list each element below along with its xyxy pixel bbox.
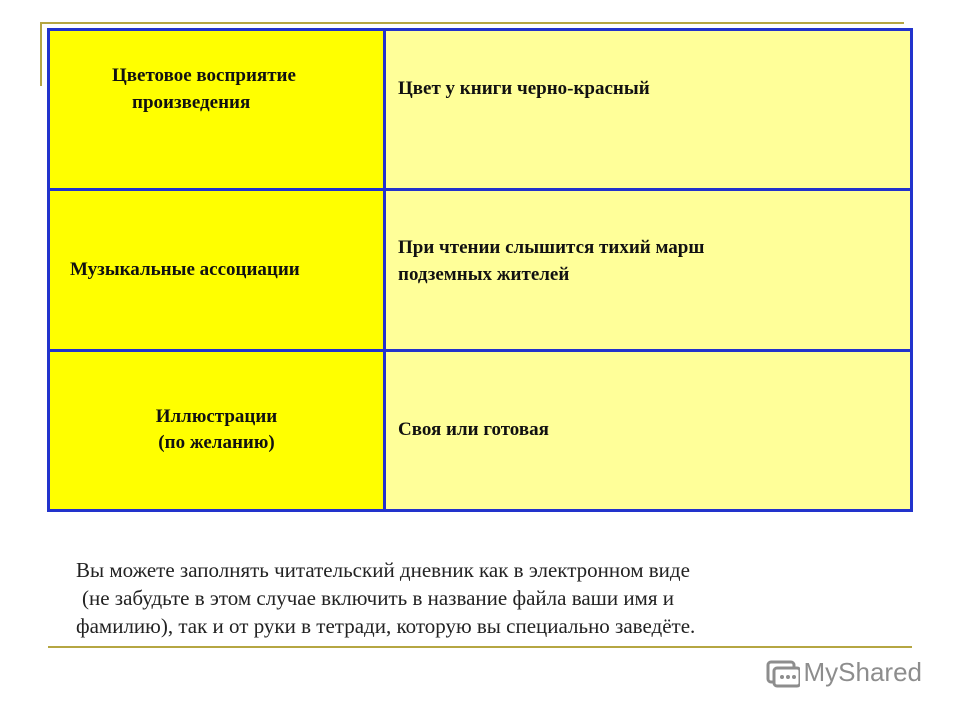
row-3-label-line-1: Иллюстрации	[155, 405, 278, 427]
note-line-2: (не забудьте в этом случае включить в название файла ваши имя и	[82, 586, 674, 610]
note-line-1: Вы можете заполнять читательский дневник как в электронном виде	[76, 558, 690, 582]
instruction-note	[76, 556, 896, 640]
watermark	[766, 656, 923, 688]
row-1-label-line-2: произведения	[132, 91, 251, 113]
row-2-value-line-2: подземных жителей	[398, 263, 570, 285]
row-1-value: Цвет у книги черно-красный	[398, 78, 650, 100]
row-2-value-line-1: При чтении слышится тихий марш	[398, 237, 705, 259]
row-2-value	[398, 235, 704, 288]
row-2-value-cell	[386, 191, 910, 348]
row-1-label	[110, 63, 296, 116]
row-1-label-cell	[50, 31, 383, 188]
reading-diary-table	[47, 28, 913, 512]
slide-frame-bottom-line	[48, 646, 912, 648]
row-3-value-cell	[386, 352, 910, 509]
row-3-label-line-2: (по желанию)	[158, 432, 275, 454]
row-3-label-cell	[50, 352, 383, 509]
row-3-value: Своя или готовая	[398, 419, 549, 441]
mysharead-logo-icon	[766, 656, 800, 688]
row-2-label: Музыкальные ассоциации	[70, 258, 300, 280]
note-line-3: фамилию), так и от руки в тетради, которую вы специально заведёте.	[76, 614, 696, 638]
slide-frame-left-line	[40, 22, 42, 86]
row-2-label-cell	[50, 191, 383, 348]
slide-frame-top-line	[40, 22, 904, 24]
watermark-text: MyShared	[803, 656, 922, 687]
row-1-label-line-1: Цветовое восприятие	[112, 65, 296, 87]
row-1-value-cell	[386, 31, 910, 188]
row-3-label	[156, 404, 278, 457]
